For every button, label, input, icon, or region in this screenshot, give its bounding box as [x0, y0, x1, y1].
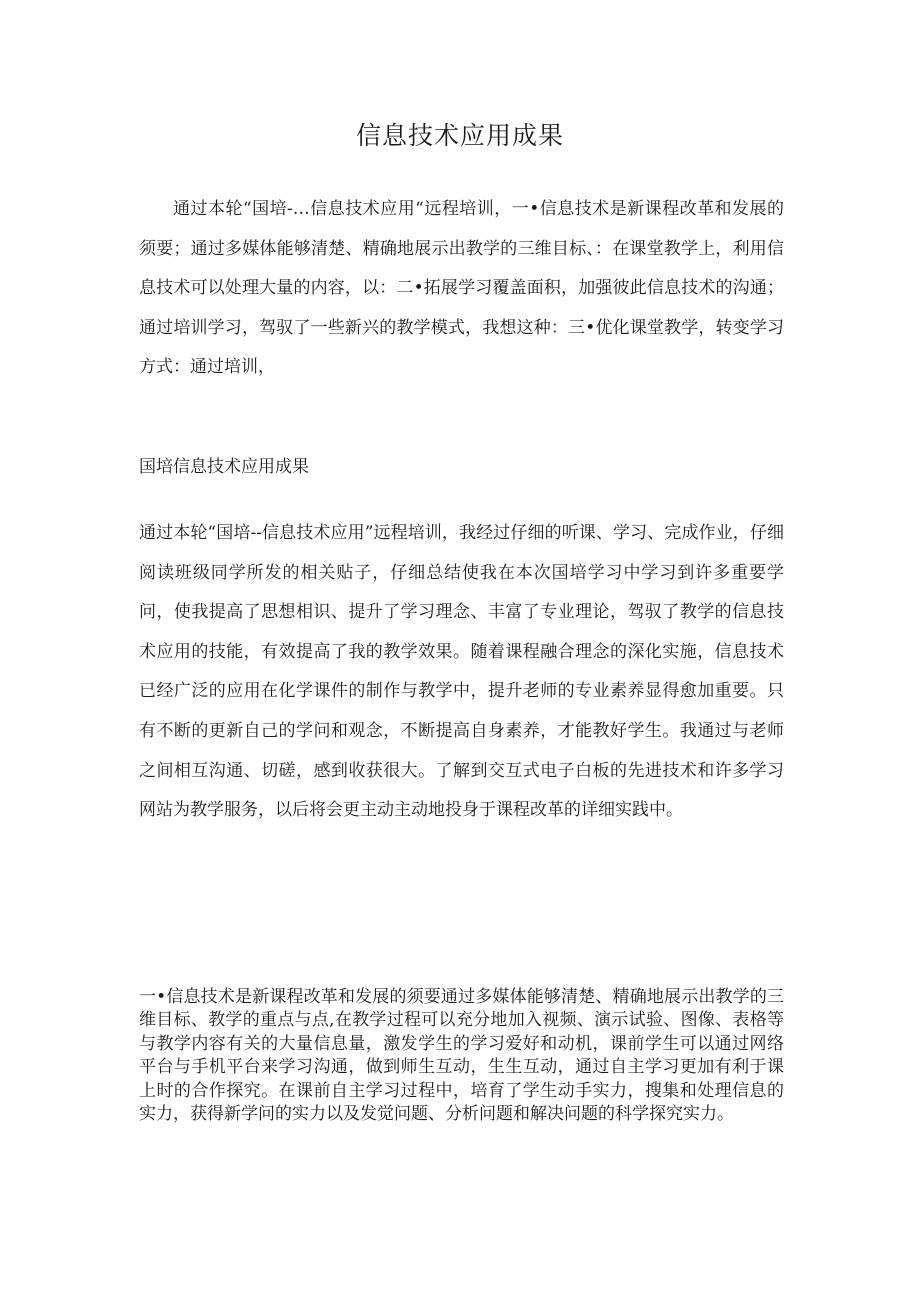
detail-paragraph: 一•信息技术是新课程改革和发展的须要通过多媒体能够清楚、精确地展示出教学的三维目标、教学的重点与点,在教学过程可以充分地加入视频、演示试验、图像、表格等与教学内容有关的大量信息量，激发学生的学习爱好和动机，课前学生可以通过网络平台与手机平台来学习沟通，做到师生互动，生生互动，通过自主学习更加有利于课上时的合作探究。在课前自主学习过程中，培育了学生动手实力，搜集和处理信息的实力，获得新学问的实力以及发觉问题、分析问题和解决问题的科学探究实力。	[139, 987, 784, 1125]
intro-paragraph: 通过本轮“国培-…信息技术应用“远程培训，一•信息技术是新课程改革和发展的须要；通过多媒体能够清楚、精确地展示出教学的三维目标、：在课堂教学上，利用信息技术可以处理大量的内容，以：二•拓展学习覆盖面积，加强彼此信息技术的沟通；通过培训学习，驾驭了一些新兴的教学模式，我想这种：三•优化课堂教学，转变学习方式：通过培训，	[139, 199, 784, 378]
section-heading: 国培信息技术应用成果	[139, 457, 309, 477]
summary-paragraph: 通过本轮“国培--信息技术应用”远程培训，我经过仔细的听课、学习、完成作业，仔细阅读班级同学所发的相关贴子，仔细总结使我在本次国培学习中学习到许多重要学问，使我提高了思想相识、提升了学习理念、丰富了专业理论，驾驭了教学的信息技术应用的技能，有效提高了我的教学效果。随着课程融合理念的深化实施，信息技术已经广泛的应用在化学课件的制作与教学中，提升老师的专业素养显得愈加重要。只有不断的更新自己的学问和观念，不断提高自身素养，才能教好学生。我通过与老师之间相互沟通、切磋，感到收获很大。了解到交互式电子白板的先进技术和许多学习网站为教学服务，以后将会更主动主动地投身于课程改革的详细实践中。	[139, 523, 784, 821]
document-title: 信息技术应用成果	[355, 121, 564, 150]
